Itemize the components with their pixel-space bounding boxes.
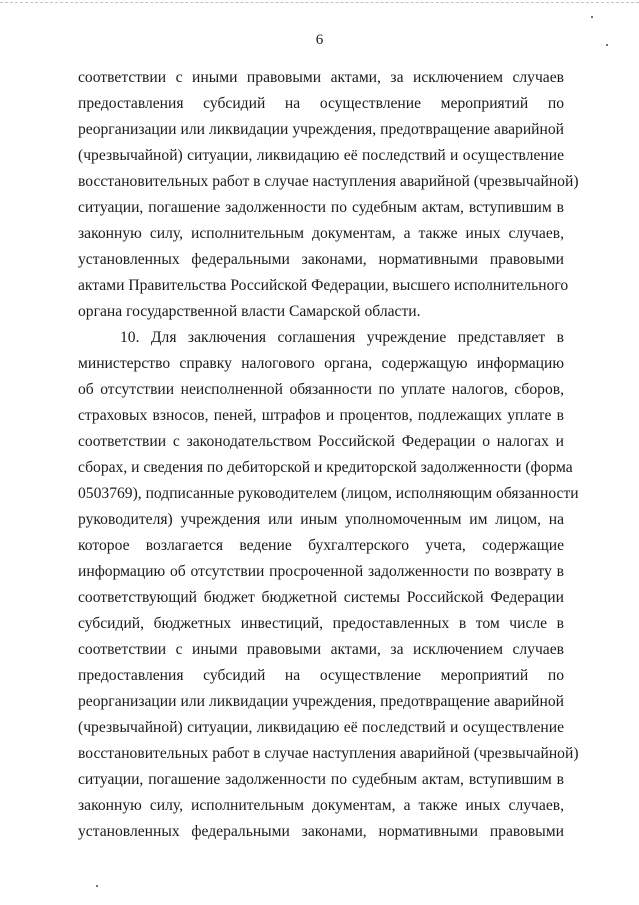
page-number: 6 — [315, 32, 324, 48]
text-line: сборах, и сведения по дебиторской и кредиторской задолженности (форма — [78, 459, 573, 476]
text-line: (чрезвычайной) ситуации, ликвидацию её последствий и осуществление — [78, 147, 564, 164]
text-line: реорганизации или ликвидации учреждения, предотвращение аварийной — [78, 693, 564, 710]
text-line: органа государственной власти Самарской области. — [78, 303, 421, 320]
scan-speck — [591, 16, 593, 18]
text-line: установленных федеральными законами, нормативными правовыми — [78, 823, 564, 840]
text-line: восстановительных работ в случае наступления аварийной (чрезвычайной) — [78, 745, 579, 762]
text-line: ситуации, погашение задолженности по судебным актам, вступившим в — [78, 771, 564, 788]
scan-top-edge — [0, 2, 639, 3]
text-line: установленных федеральными законами, нормативными правовыми — [78, 251, 564, 268]
text-line: руководителя) учреждения или иным уполномоченным им лицом, на — [78, 511, 564, 528]
text-line: соответствии с иными правовыми актами, за исключением случаев — [78, 641, 564, 658]
text-line: страховых взносов, пеней, штрафов и процентов, подлежащих уплате в — [78, 407, 564, 424]
text-line: (чрезвычайной) ситуации, ликвидацию её последствий и осуществление — [78, 719, 564, 736]
scan-speck — [96, 885, 98, 887]
text-line: об отсутствии неисполненной обязанности по уплате налогов, сборов, — [78, 381, 564, 398]
text-line: предоставления субсидий на осуществление мероприятий по — [78, 667, 564, 684]
text-line: соответствующий бюджет бюджетной системы Российской Федерации — [78, 589, 564, 606]
text-line: восстановительных работ в случае наступления аварийной (чрезвычайной) — [78, 173, 579, 190]
text-line: министерство справку налогового органа, содержащую информацию — [78, 355, 564, 372]
text-line: соответствии с иными правовыми актами, за исключением случаев — [78, 69, 564, 86]
text-line: законную силу, исполнительным документам, а также иных случаев, — [78, 797, 564, 814]
text-line: реорганизации или ликвидации учреждения, предотвращение аварийной — [78, 121, 564, 138]
text-line: которое возлагается ведение бухгалтерского учета, содержащие — [78, 537, 564, 554]
text-line: ситуации, погашение задолженности по судебным актам, вступившим в — [78, 199, 564, 216]
text-line: субсидий, бюджетных инвестиций, предоставленных в том числе в — [78, 615, 564, 632]
text-line: предоставления субсидий на осуществление мероприятий по — [78, 95, 564, 112]
text-line: актами Правительства Российской Федерации, высшего исполнительного — [78, 277, 569, 294]
text-line: информацию об отсутствии просроченной задолженности по возврату в — [78, 563, 564, 580]
text-line: 10. Для заключения соглашения учреждение представляет в — [120, 329, 564, 346]
text-line: соответствии с законодательством Российской Федерации о налогах и — [78, 433, 564, 450]
text-line: законную силу, исполнительным документам, а также иных случаев, — [78, 225, 564, 242]
document-body — [78, 65, 579, 845]
text-line: 0503769), подписанные руководителем (лицом, исполняющим обязанности — [78, 485, 579, 502]
